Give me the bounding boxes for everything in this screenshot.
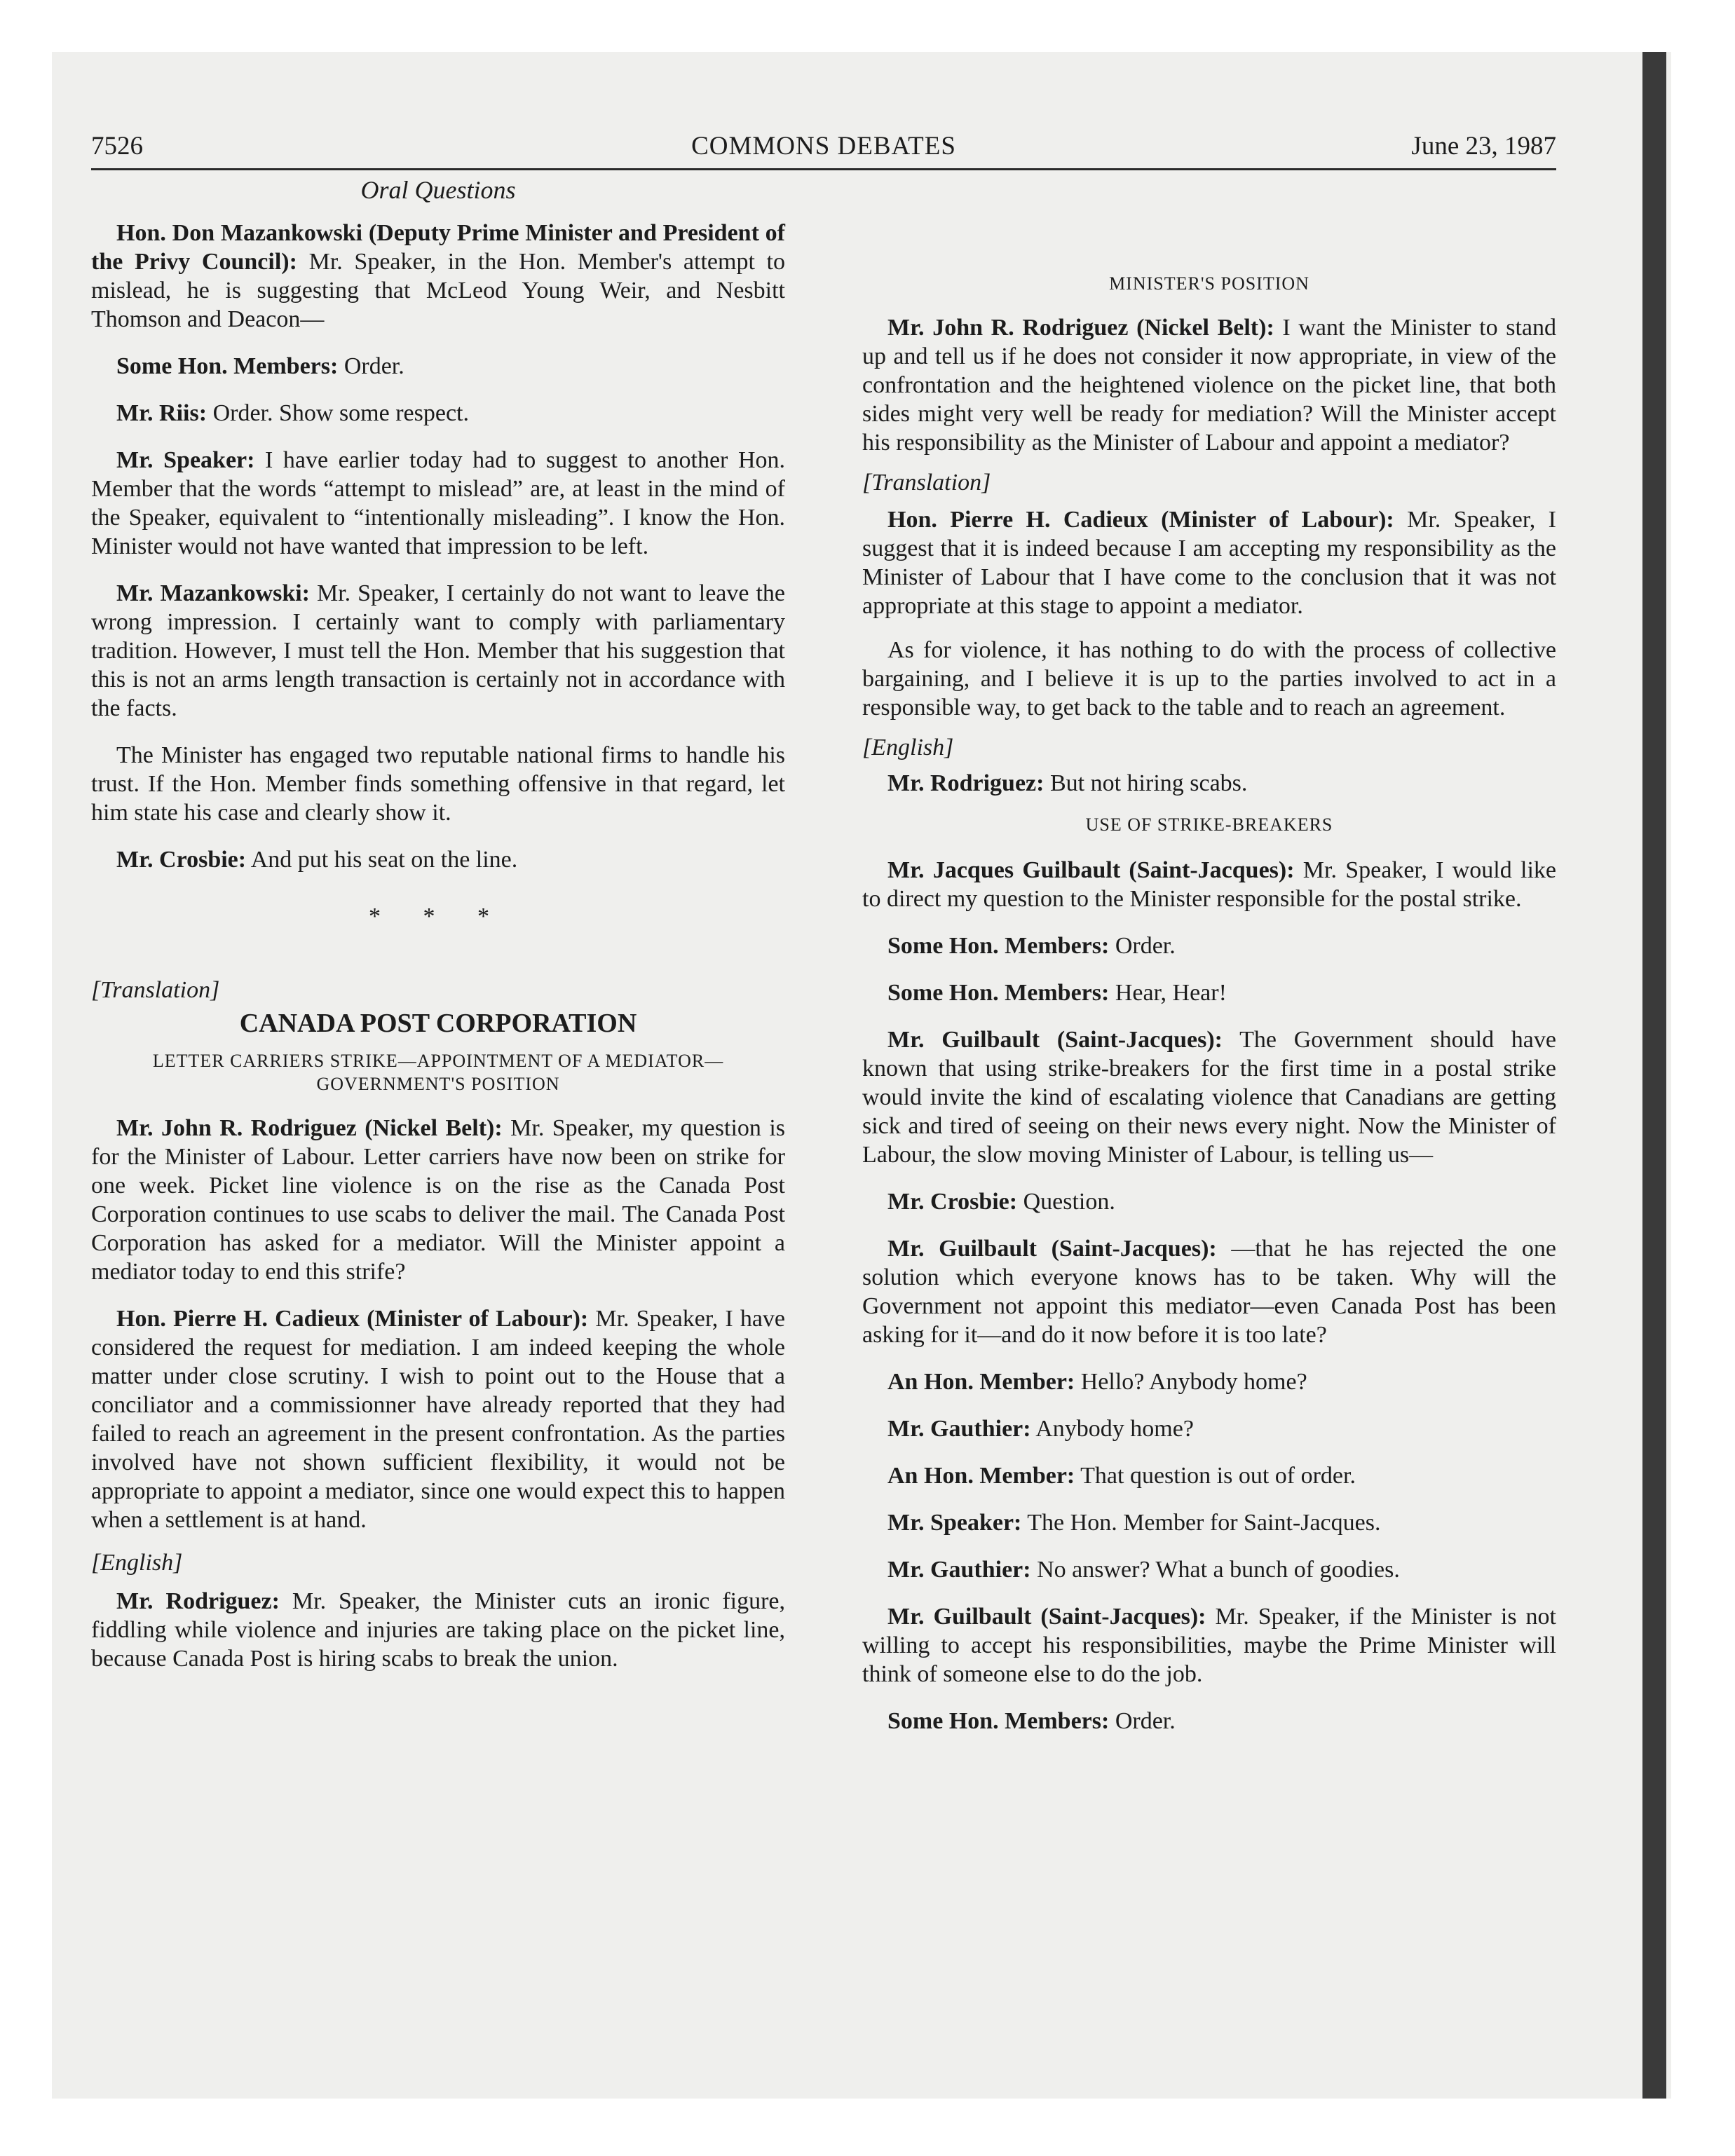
speech-text: Anybody home?: [1035, 1416, 1194, 1442]
page-header: [91, 125, 1556, 170]
speech-text: Mr. Speaker, my question is for the Minister of Labour. Letter carriers have now been on strike for one week. Picket line violence is on the rise as the Canada Post Corporation continues to use scabs to deliver the mail. The Canada Post Corporation has asked for a mediator. Will the Minister appoint a mediator today to end this strife?: [91, 1115, 785, 1285]
issue-date: June 23, 1987: [1411, 132, 1556, 161]
speech-text: I want the Minister to stand up and tell us if he does not consider it now appropriate, in view of the confrontation and the heightened violence on the picket line, that both sides might very well be ready for mediation? Will the Minister accept his responsibility as the Minister of Labour and appoint a mediator?: [862, 315, 1556, 456]
speech-paragraph: [862, 1234, 1556, 1349]
subheading: MINISTER'S POSITION: [1109, 273, 1309, 294]
speech-text: Mr. Speaker, I certainly do not want to leave the wrong impression. I certainly want to comply with parliamentary tradition. However, I must tell the Hon. Member that his suggestion that this is not an arms length transaction is certainly not in accordance with the facts.: [91, 580, 785, 721]
speech-text: Order.: [1115, 1708, 1176, 1734]
speaker-name: Some Hon. Members:: [887, 980, 1110, 1006]
speaker-name: Hon. Don Mazankowski (Deputy Prime Minister and President of the Privy Council):: [91, 220, 785, 275]
speaker-name: Mr. Guilbault (Saint-Jacques):: [887, 1027, 1223, 1053]
section-heading: CANADA POST CORPORATION: [239, 1009, 637, 1038]
speaker-name: Mr. Rodriguez:: [887, 770, 1045, 796]
speech-paragraph: [862, 505, 1556, 620]
speaker-name: Some Hon. Members:: [887, 1708, 1110, 1734]
language-marker: [Translation]: [91, 977, 220, 1003]
speaker-name: Some Hon. Members:: [887, 933, 1110, 959]
speech-text: Question.: [1023, 1189, 1115, 1215]
speech-paragraph: [862, 1414, 1556, 1443]
subheading: USE OF STRIKE-BREAKERS: [1085, 814, 1333, 835]
speech-paragraph: [862, 1367, 1556, 1396]
scan-edge-shadow: [1642, 52, 1666, 2099]
speech-paragraph: [91, 1114, 785, 1286]
speaker-name: Mr. Guilbault (Saint-Jacques):: [887, 1236, 1217, 1262]
speaker-name: Hon. Pierre H. Cadieux (Minister of Labour):: [887, 507, 1394, 533]
speech-text: As for violence, it has nothing to do with the process of collective bargaining, and I believe it is up to the parties involved to act in a responsible way, to get back to the table and to reach an agreement.: [862, 637, 1556, 721]
speech-text: Mr. Speaker, I would like to direct my question to the Minister responsible for the postal strike.: [862, 857, 1556, 912]
speaker-name: Mr. Speaker:: [887, 1510, 1022, 1536]
speech-paragraph: [862, 856, 1556, 913]
speaker-name: Some Hon. Members:: [116, 353, 339, 379]
speaker-name: Mr. Crosbie:: [887, 1189, 1018, 1215]
speech-text: Hear, Hear!: [1115, 980, 1227, 1006]
speaker-name: Mr. John R. Rodriguez (Nickel Belt):: [116, 1115, 503, 1141]
speech-text: Order.: [1115, 933, 1176, 959]
speech-paragraph: [91, 219, 785, 334]
speech-paragraph: [862, 1187, 1556, 1216]
subheading: GOVERNMENT'S POSITION: [316, 1074, 560, 1094]
speech-paragraph: [862, 1707, 1556, 1735]
speaker-name: An Hon. Member:: [887, 1369, 1075, 1395]
speech-paragraph: [862, 978, 1556, 1007]
speech-paragraph: [91, 1587, 785, 1673]
speech-text: Mr. Speaker, I have considered the request for mediation. I am indeed keeping the whole matter under close scrutiny. I wish to point out to the House that a conciliator and a commissionner have already reported that they had failed to reach an agreement in the present confrontation. As the parties involved have not shown sufficient flexibility, it would not be appropriate to appoint a mediator, since one would expect this to happen when a settlement is at hand.: [91, 1306, 785, 1533]
left-column: [91, 175, 785, 1673]
speaker-name: Mr. Gauthier:: [887, 1416, 1031, 1442]
language-marker: [English]: [862, 735, 954, 760]
speech-text: I have earlier today had to suggest to another Hon. Member that the words “attempt to mislead” are, at least in the mind of the Speaker, equivalent to “intentionally misleading”. I know the Hon. Minister would not have wanted that impression to be left.: [91, 447, 785, 559]
speech-text: Mr. Speaker, if the Minister is not willing to accept his responsibilities, maybe the Prime Minister will think of someone else to do the job.: [862, 1604, 1557, 1687]
page-number: 7526: [91, 132, 143, 161]
speech-paragraph: [862, 1508, 1556, 1537]
speech-text: Mr. Speaker, I suggest that it is indeed because I am accepting my responsibility as the Minister of Labour that I have come to the conclusion that it was not appropriate at this stage to appoint a mediator.: [862, 507, 1556, 619]
speech-paragraph: [862, 932, 1556, 960]
speech-text: But not hiring scabs.: [1049, 770, 1248, 796]
speaker-name: Mr. Jacques Guilbault (Saint-Jacques):: [887, 857, 1295, 883]
speech-paragraph: [91, 352, 785, 381]
speaker-name: Mr. Mazankowski:: [116, 580, 310, 606]
speech-text: The Government should have known that using strike-breakers for the first time in a postal strike would invite the kind of escalating violence that Canadians are getting sick and tired of seeing on their news every night. Now the Minister of Labour, the slow moving Minister of Labour, is telling us—: [862, 1027, 1556, 1168]
right-column: [862, 175, 1556, 1735]
speech-paragraph: [862, 1555, 1556, 1584]
speaker-name: Mr. John R. Rodriguez (Nickel Belt):: [887, 315, 1274, 341]
speech-text: The Hon. Member for Saint-Jacques.: [1027, 1510, 1381, 1536]
speech-paragraph: [862, 1602, 1556, 1688]
speech-paragraph: [862, 769, 1556, 798]
speech-text: Hello? Anybody home?: [1080, 1369, 1307, 1395]
speech-paragraph: [91, 446, 785, 561]
speech-text: Order. Show some respect.: [212, 400, 469, 426]
speech-text: That question is out of order.: [1080, 1463, 1356, 1489]
speech-text: —that he has rejected the one solution which everyone knows has to be taken. Why will the Government not appoint this mediator—even Canada Post has been asking for it—and do it now before it is too late?: [862, 1236, 1556, 1348]
speech-paragraph: [91, 741, 785, 827]
speech-text: Mr. Speaker, the Minister cuts an ironic figure, fiddling while violence and injuries are taking place on the picket line, because Canada Post is hiring scabs to break the union.: [91, 1588, 786, 1672]
speech-text: And put his seat on the line.: [250, 847, 518, 873]
language-marker: [Translation]: [862, 470, 991, 496]
speaker-name: Mr. Riis:: [116, 400, 207, 426]
speech-paragraph: [91, 579, 785, 723]
speech-paragraph: [862, 1025, 1556, 1169]
speaker-name: Mr. Guilbault (Saint-Jacques):: [887, 1604, 1206, 1630]
section-separator: * * *: [369, 903, 508, 929]
speaker-name: Hon. Pierre H. Cadieux (Minister of Labour):: [116, 1306, 589, 1332]
speaker-name: Mr. Speaker:: [116, 447, 255, 473]
speaker-name: Mr. Crosbie:: [116, 847, 247, 873]
subheading: LETTER CARRIERS STRIKE—APPOINTMENT OF A MEDIATOR—: [152, 1051, 724, 1071]
speech-paragraph: [862, 313, 1556, 457]
speaker-name: Mr. Gauthier:: [887, 1557, 1031, 1583]
speech-paragraph: [91, 399, 785, 428]
speech-paragraph: [862, 1461, 1556, 1490]
speech-paragraph: [91, 845, 785, 874]
speaker-name: An Hon. Member:: [887, 1463, 1075, 1489]
speech-text: Order.: [343, 353, 404, 379]
speech-paragraph: [862, 636, 1556, 722]
journal-title: COMMONS DEBATES: [691, 132, 956, 161]
language-marker: [English]: [91, 1550, 183, 1576]
speech-text: The Minister has engaged two reputable national firms to handle his trust. If the Hon. Member finds something offensive in that regard, let him state his case and clearly show it.: [91, 742, 785, 826]
speech-text: No answer? What a bunch of goodies.: [1037, 1557, 1400, 1583]
speech-text: Mr. Speaker, in the Hon. Member's attempt to mislead, he is suggesting that McLeod Young Weir, and Nesbitt Thomson and Deacon—: [91, 249, 785, 332]
speaker-name: Mr. Rodriguez:: [116, 1588, 280, 1614]
running-head: Oral Questions: [360, 176, 516, 204]
speech-paragraph: [91, 1304, 785, 1534]
